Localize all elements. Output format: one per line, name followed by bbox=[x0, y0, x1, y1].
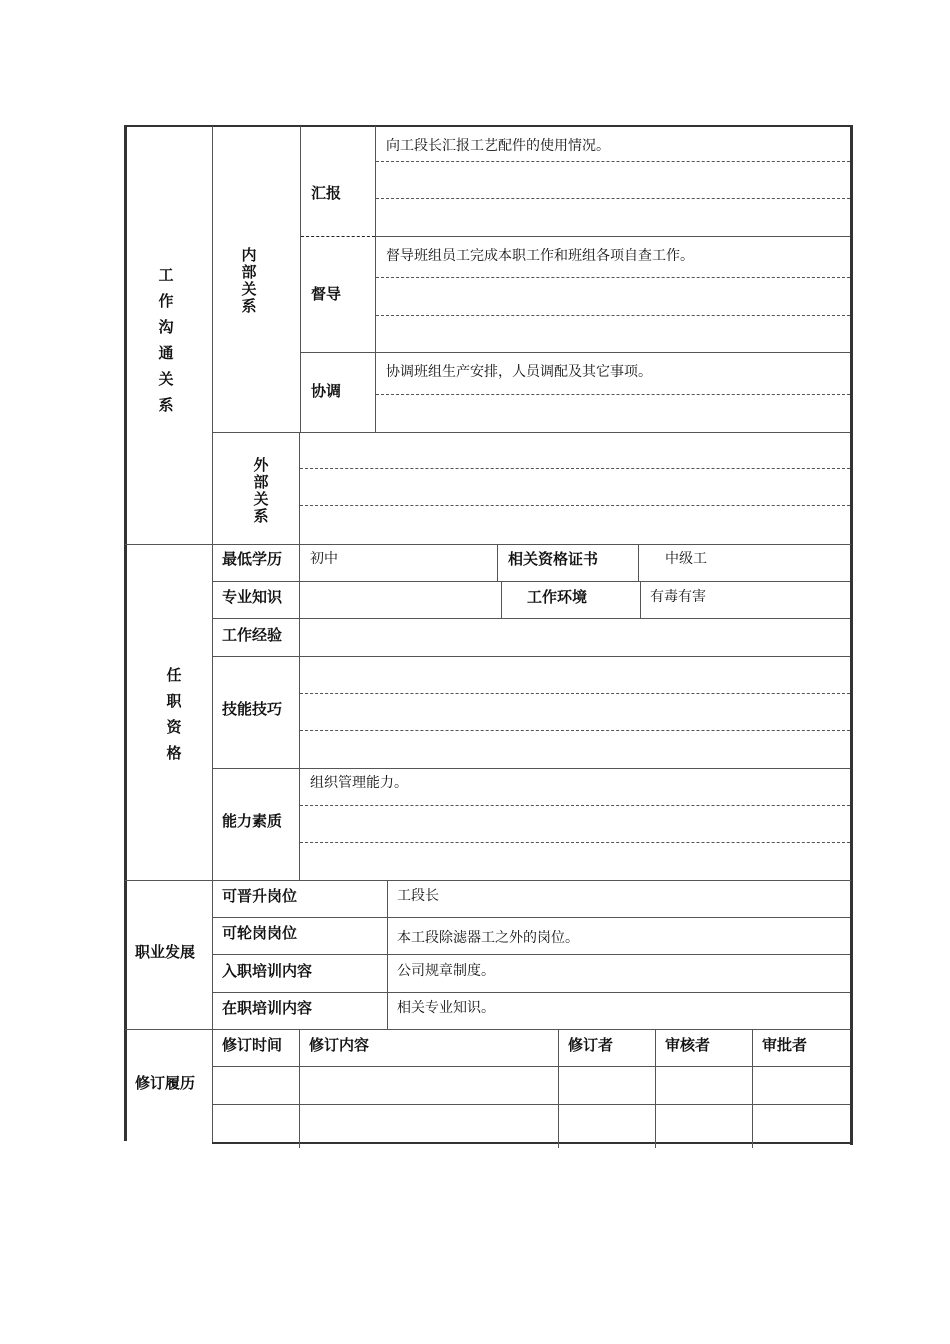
qualification-label-column-divider bbox=[299, 545, 300, 880]
internal-column-divider bbox=[300, 126, 301, 432]
certificate-divider-left bbox=[497, 545, 498, 581]
induction-value: 公司规章制度。 bbox=[397, 963, 495, 979]
table-right-border bbox=[850, 125, 853, 1145]
revision-header-time: 修订时间 bbox=[222, 1036, 283, 1054]
min-education-value: 初中 bbox=[310, 551, 338, 567]
revision-col-divider-3 bbox=[655, 1030, 656, 1148]
report-dash-line-1 bbox=[376, 161, 850, 162]
coordinate-dash-line bbox=[376, 394, 850, 395]
onjob-training-value: 相关专业知识。 bbox=[397, 1000, 495, 1016]
internal-bottom-line bbox=[213, 432, 850, 433]
communication-section-label: 工作沟通关系 bbox=[158, 266, 174, 414]
table-top-border bbox=[125, 125, 853, 127]
rotation-label: 可轮岗岗位 bbox=[222, 924, 298, 942]
subtype-column-divider bbox=[375, 126, 376, 432]
qual-row-line-1 bbox=[213, 581, 850, 582]
qual-row-line-3 bbox=[213, 656, 850, 657]
promotion-label: 可晋升岗位 bbox=[222, 887, 298, 905]
report-text: 向工段长汇报工艺配件的使用情况。 bbox=[386, 138, 610, 154]
report-label: 汇报 bbox=[311, 184, 342, 202]
experience-label: 工作经验 bbox=[222, 626, 283, 644]
revision-section-label: 修订履历 bbox=[135, 1074, 196, 1092]
supervise-bottom-line bbox=[301, 352, 850, 353]
skills-dash-line-1 bbox=[300, 693, 850, 694]
table-bottom-border bbox=[212, 1142, 853, 1144]
revision-col-divider-1 bbox=[299, 1030, 300, 1148]
environment-divider-right bbox=[640, 581, 641, 618]
external-column-divider bbox=[299, 432, 300, 544]
section-label-column-divider bbox=[212, 126, 213, 1142]
ability-value: 组织管理能力。 bbox=[310, 775, 408, 791]
environment-divider-left bbox=[501, 581, 502, 618]
revision-row-line-1 bbox=[213, 1066, 850, 1067]
revision-col-divider-4 bbox=[752, 1030, 753, 1148]
report-label-bottom-line bbox=[301, 236, 375, 237]
supervise-dash-line-2 bbox=[376, 315, 850, 316]
ability-dash-line-1 bbox=[300, 805, 850, 806]
revision-header-approver: 审批者 bbox=[762, 1036, 808, 1054]
onjob-training-label: 在职培训内容 bbox=[222, 999, 313, 1017]
environment-label: 工作环境 bbox=[527, 588, 588, 606]
section-divider-3 bbox=[125, 1029, 851, 1030]
section-divider-1 bbox=[125, 544, 851, 545]
career-row-line-2 bbox=[213, 954, 850, 955]
report-dash-line-2 bbox=[376, 198, 850, 199]
promotion-value: 工段长 bbox=[397, 888, 439, 904]
career-label-column-divider bbox=[387, 881, 388, 1029]
qual-row-line-4 bbox=[213, 768, 850, 769]
certificate-value: 中级工 bbox=[665, 551, 707, 567]
career-row-line-1 bbox=[213, 917, 850, 918]
environment-value: 有毒有害 bbox=[650, 589, 706, 605]
revision-header-reviser: 修订者 bbox=[568, 1036, 614, 1054]
ability-label: 能力素质 bbox=[222, 812, 283, 830]
report-bottom-line bbox=[376, 236, 850, 237]
skills-dash-line-2 bbox=[300, 730, 850, 731]
section-divider-2 bbox=[125, 880, 851, 881]
external-dash-line-2 bbox=[300, 505, 850, 506]
career-row-line-3 bbox=[213, 992, 850, 993]
revision-header-reviewer: 审核者 bbox=[665, 1036, 711, 1054]
coordinate-label: 协调 bbox=[311, 382, 342, 400]
rotation-value: 本工段除滤器工之外的岗位。 bbox=[397, 930, 579, 946]
revision-header-content: 修订内容 bbox=[309, 1036, 370, 1054]
revision-row-line-2 bbox=[213, 1104, 850, 1105]
supervise-label: 督导 bbox=[311, 285, 342, 303]
external-relation-label: 外部关系 bbox=[253, 456, 269, 525]
table-left-border bbox=[124, 125, 127, 1141]
certificate-divider-right bbox=[638, 545, 639, 581]
qual-row-line-2 bbox=[213, 618, 850, 619]
supervise-text: 督导班组员工完成本职工作和班组各项自查工作。 bbox=[386, 248, 694, 264]
skills-label: 技能技巧 bbox=[222, 700, 283, 718]
qualification-section-label: 任职资格 bbox=[166, 666, 182, 762]
knowledge-label: 专业知识 bbox=[222, 588, 283, 606]
ability-dash-line-2 bbox=[300, 842, 850, 843]
internal-relation-label: 内部关系 bbox=[241, 246, 257, 315]
coordinate-text: 协调班组生产安排，人员调配及其它事项。 bbox=[386, 364, 652, 380]
certificate-label: 相关资格证书 bbox=[508, 550, 599, 568]
induction-label: 入职培训内容 bbox=[222, 962, 313, 980]
career-section-label: 职业发展 bbox=[135, 943, 196, 961]
revision-col-divider-2 bbox=[558, 1030, 559, 1148]
supervise-dash-line-1 bbox=[376, 277, 850, 278]
external-dash-line-1 bbox=[300, 468, 850, 469]
min-education-label: 最低学历 bbox=[222, 550, 283, 568]
